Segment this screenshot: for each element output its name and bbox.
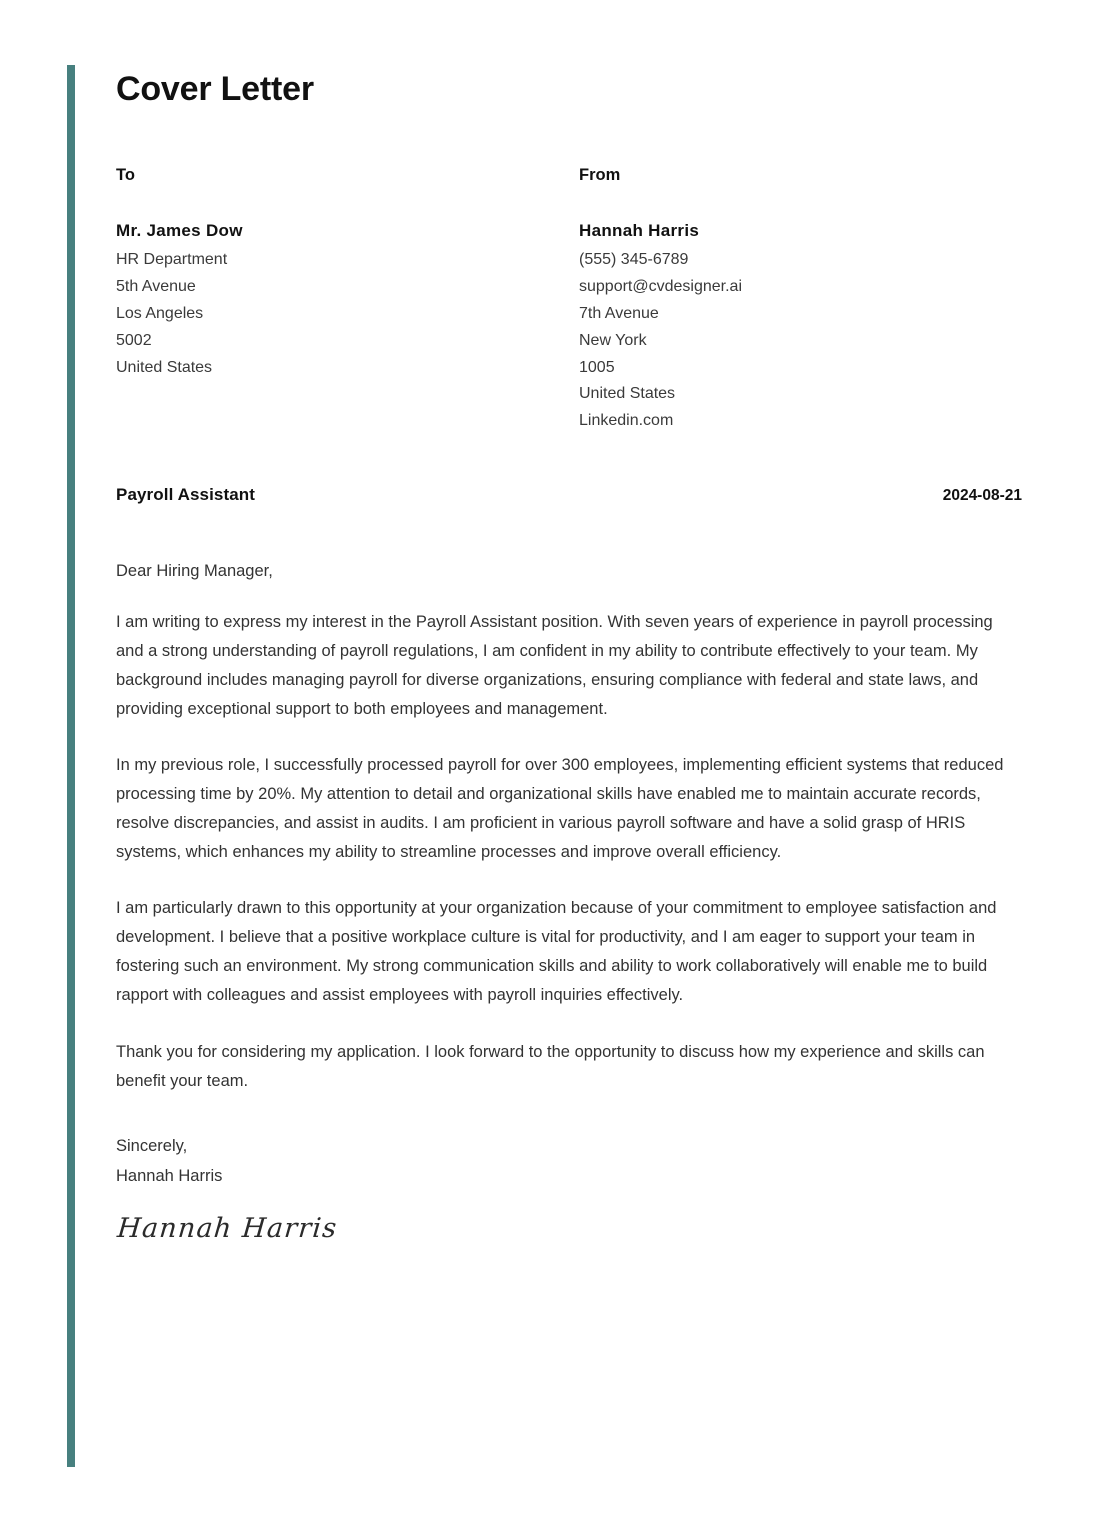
sender-line: 1005 (579, 358, 615, 376)
letter-paragraph: I am particularly drawn to this opportunity at your organization because of your commitment to employee satisfaction and development. I believe that a positive workplace culture is vital for productivity, and I am eager to support your team in fostering such an environment. My strong communication skills and ability to work collaboratively will enable me to build rapport with colleagues and assist employees with payroll inquiries effectively. (116, 899, 997, 1005)
sender-label: From (579, 166, 621, 184)
recipient-line: Los Angeles (116, 304, 204, 322)
recipient-line: 5th Avenue (116, 277, 196, 295)
page-title: Cover Letter (116, 70, 314, 108)
letter-paragraph: Thank you for considering my application. I look forward to the opportunity to discuss how my experience and skills can benefit your team. (116, 1042, 985, 1090)
recipient-name: Mr. James Dow (116, 221, 243, 240)
sender-line: 7th Avenue (579, 304, 659, 322)
letter-date: 2024-08-21 (942, 487, 1022, 505)
recipient-column (116, 166, 559, 435)
sender-line: United States (579, 385, 676, 403)
letter-paragraph: In my previous role, I successfully processed payroll for over 300 employees, implementing efficient systems that reduced processing time by 20%. My attention to detail and organizational skills have enabled me to maintain accurate records, resolve discrepancies, and assist in audits. I am proficient in various payroll software and have a solid grasp of HRIS systems, which enhances my ability to streamline processes and improve overall efficiency. (116, 756, 1004, 862)
recipient-label: To (116, 166, 135, 184)
sender-name: Hannah Harris (579, 221, 700, 240)
accent-bar (67, 65, 75, 1467)
recipient-line: 5002 (116, 331, 152, 349)
sender-email: support@cvdesigner.ai (579, 277, 742, 295)
job-title: Payroll Assistant (116, 485, 256, 505)
letter-meta-row (116, 485, 1022, 505)
closing-block (116, 1131, 1022, 1244)
closing-word: Sincerely, (116, 1136, 188, 1155)
recipient-line: HR Department (116, 251, 228, 268)
address-block (116, 166, 1022, 435)
sender-phone: (555) 345-6789 (579, 251, 689, 268)
sender-linkedin: Linkedin.com (579, 412, 674, 430)
salutation: Dear Hiring Manager, (116, 562, 273, 581)
letter-content (116, 65, 1022, 1244)
letter-paragraph: I am writing to express my interest in the Payroll Assistant position. With seven years of experience in payroll processing and a strong understanding of payroll regulations, I am confident in my ability to contribute effectively to your team. My background includes managing payroll for diverse organizations, ensuring compliance with federal and state laws, and providing exceptional support to both employees and management. (116, 613, 993, 719)
closing-name: Hannah Harris (116, 1166, 223, 1185)
signature: Hannah Harris (116, 1212, 339, 1244)
sender-line: New York (579, 331, 647, 349)
recipient-line: United States (116, 358, 213, 376)
sender-column (559, 166, 1022, 435)
